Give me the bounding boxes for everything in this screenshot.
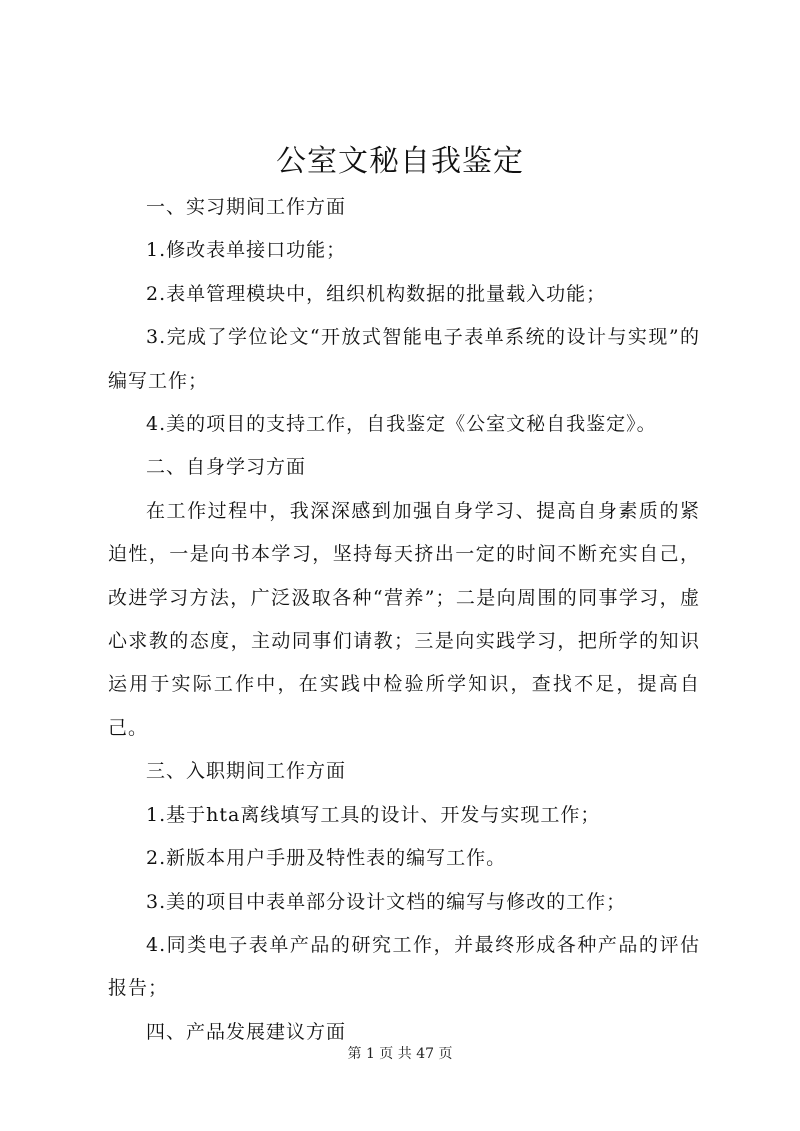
list-item: 3.美的项目中表单部分设计文档的编写与修改的工作； <box>146 890 627 913</box>
list-item: 2.表单管理模块中，组织机构数据的批量载入功能； <box>146 282 607 305</box>
section-heading-onboarding: 三、入职期间工作方面 <box>146 760 347 783</box>
list-item: 3.完成了学位论文“开放式智能电子表单系统的设计与实现”的编写工作； <box>108 326 700 392</box>
list-item: 2.新版本用户手册及特性表的编写工作。 <box>146 847 507 870</box>
body-paragraph: 在工作过程中，我深深感到加强自身学习、提高自身素质的紧迫性，一是向书本学习，坚持每天挤出一定的时间不断充实自己，改进学习方法，广泛汲取各种“营养”；二是向周围的同事学习，虚心求教的态度，主动同事们请教；三是向实践学习，把所学的知识运用于实际工作中，在实践中检验所学知识，查找不足，提高自己。 <box>108 499 700 739</box>
document-title: 公室文秘自我鉴定 <box>276 144 524 179</box>
list-item: 1.修改表单接口功能； <box>146 239 347 262</box>
section-heading-internship: 一、实习期间工作方面 <box>146 196 347 218</box>
list-item: 4.同类电子表单产品的研究工作，并最终形成各种产品的评估报告； <box>108 933 700 1000</box>
document-body <box>108 186 700 1054</box>
section-heading-product-suggestions: 四、产品发展建议方面 <box>146 1020 347 1043</box>
section-heading-self-study: 二、自身学习方面 <box>146 456 307 479</box>
page-footer: 第 1 页 共 47 页 <box>347 1046 453 1062</box>
list-item: 4.美的项目的支持工作，自我鉴定《公室文秘自我鉴定》。 <box>146 413 657 436</box>
list-item: 1.基于hta离线填写工具的设计、开发与实现工作； <box>146 803 601 826</box>
